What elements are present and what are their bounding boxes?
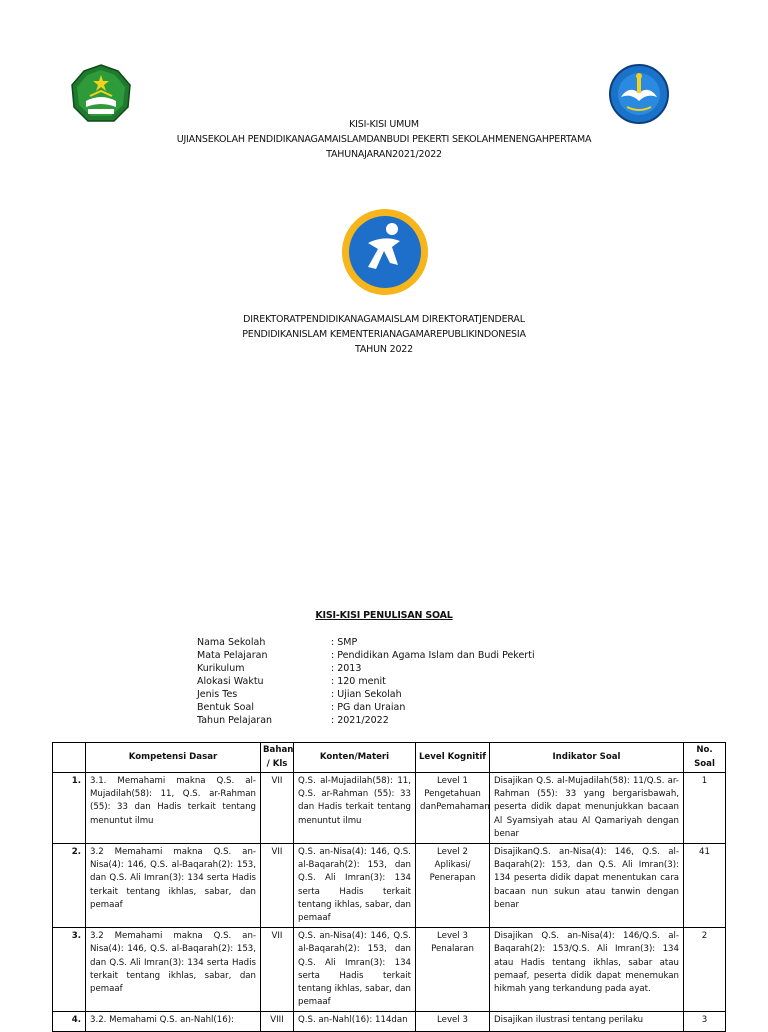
info-label: Jenis Tes (197, 689, 238, 700)
info-value: : SMP (331, 637, 358, 648)
indikator-cell: Disajikan Q.S. al-Mujadilah(58): 11/Q.S. ar-Rahman (55): 33 yang bergarisbawah, peserta didik dapat menunjukkan bacaan Al Syamsiyah atau Al Qamariyah dengan benar (490, 773, 684, 844)
info-value: : Pendidikan Agama Islam dan Budi Pekerti (331, 650, 535, 661)
konten-cell: Q.S. an-Nisa(4): 146, Q.S. al-Baqarah(2): 153, dan Q.S. Ali Imran(3): 134 serta Hadis terkait tentang ikhlas, sabar, dan pemaaf (294, 928, 416, 1012)
indikator-cell: Disajikan Q.S. an-Nisa(4): 146/Q.S. al-Baqarah(2): 153/Q.S. Ali Imran(3): 134 atau Hadis tentang ikhlas, sabar atau pemaaf, peserta didik dapat menemukan hikmah yang terkandung pada ayat. (490, 928, 684, 1012)
level-cell: Level 2 Aplikasi/ Penerapan (416, 844, 490, 928)
kompetensi-dasar-cell: 3.2 Memahami makna Q.S. an-Nisa(4): 146, Q.S. al-Baqarah(2): 153, dan Q.S. Ali Imran(3): 134 serta Hadis terkait tentang ikhlas, sabar, dan pemaaf (86, 844, 261, 928)
info-value: : Ujian Sekolah (331, 689, 402, 700)
info-row (197, 662, 535, 675)
kelas-cell: VIII (261, 1012, 294, 1032)
info-block (197, 636, 535, 727)
konten-cell: Q.S. al-Mujadilah(58): 11, Q.S. ar-Rahman (55): 33 dan Hadis terkait tentang menuntut ilmu (294, 773, 416, 844)
header-bahan-kls: Bahan / Kls (261, 743, 294, 773)
row-number: 1. (53, 773, 86, 844)
info-label: Bentuk Soal (197, 702, 254, 713)
info-value: : 2013 (331, 663, 362, 674)
directorate-year: TAHUN 2022 (355, 344, 413, 355)
kurikulum-2013-logo (340, 207, 430, 299)
header-title: KISI-KISI UMUM (349, 119, 419, 130)
header-year: TAHUNAJARAN2021/2022 (326, 149, 442, 160)
header-level-kognitif: Level Kognitif (416, 743, 490, 773)
kisi-table (52, 742, 726, 1032)
level-cell: Level 1 Pengetahuan danPemahaman (416, 773, 490, 844)
no-soal-cell: 41 (684, 844, 726, 928)
info-label: Tahun Pelajaran (197, 715, 273, 726)
info-value: : 120 menit (331, 676, 386, 687)
directorate-line2: PENDIDIKANISLAM KEMENTERIANAGAMAREPUBLIKINDONESIA (242, 329, 526, 340)
no-soal-cell: 2 (684, 928, 726, 1012)
indikator-cell: Disajikan ilustrasi tentang perilaku (490, 1012, 684, 1032)
table-row (53, 844, 726, 928)
tut-wuri-handayani-logo (607, 63, 671, 125)
row-number: 4. (53, 1012, 86, 1032)
konten-cell: Q.S. an-Nisa(4): 146, Q.S. al-Baqarah(2): 153, dan Q.S. Ali Imran(3): 134 serta Hadis terkait tentang ikhlas, sabar, dan pemaaf (294, 844, 416, 928)
kelas-cell: VII (261, 773, 294, 844)
info-row (197, 636, 535, 649)
row-number: 2. (53, 844, 86, 928)
header-konten-materi: Konten/Materi (294, 743, 416, 773)
directorate-line1: DIREKTORATPENDIDIKANAGAMAISLAM DIREKTORATJENDERAL (243, 314, 525, 325)
info-row (197, 714, 535, 727)
header-no-soal: No. Soal (684, 743, 726, 773)
kompetensi-dasar-cell: 3.2. Memahami Q.S. an-Nahl(16): (86, 1012, 261, 1032)
level-cell: Level 3 (416, 1012, 490, 1032)
header-num (53, 743, 86, 773)
table-row (53, 928, 726, 1012)
info-label: Kurikulum (197, 663, 245, 674)
header-indikator-soal: Indikator Soal (490, 743, 684, 773)
table-header-row (53, 743, 726, 773)
kelas-cell: VII (261, 844, 294, 928)
table-row (53, 1012, 726, 1032)
table-row (53, 773, 726, 844)
info-label: Nama Sekolah (197, 637, 266, 648)
no-soal-cell: 3 (684, 1012, 726, 1032)
info-label: Mata Pelajaran (197, 650, 268, 661)
header-subtitle: UJIANSEKOLAH PENDIDIKANAGAMAISLAMDANBUDI PEKERTI SEKOLAHMENENGAHPERTAMA (176, 134, 592, 145)
info-row (197, 701, 535, 714)
info-row (197, 675, 535, 688)
info-label: Alokasi Waktu (197, 676, 264, 687)
indikator-cell: DisajikanQ.S. an-Nisa(4): 146, Q.S. al-Baqarah(2): 153, dan Q.S. Ali Imran(3): 134 peserta didik dapat menentukan cara bacaan nun sukun atau tanwin dengan benar (490, 844, 684, 928)
no-soal-cell: 1 (684, 773, 726, 844)
info-row (197, 688, 535, 701)
section-title: KISI-KISI PENULISAN SOAL (315, 610, 453, 621)
kelas-cell: VII (261, 928, 294, 1012)
info-value: : 2021/2022 (331, 715, 389, 726)
level-cell: Level 3 Penalaran (416, 928, 490, 1012)
info-value: : PG dan Uraian (331, 702, 406, 713)
info-row (197, 649, 535, 662)
header-kompetensi-dasar: Kompetensi Dasar (86, 743, 261, 773)
row-number: 3. (53, 928, 86, 1012)
kompetensi-dasar-cell: 3.2 Memahami makna Q.S. an-Nisa(4): 146, Q.S. al-Baqarah(2): 153, dan Q.S. Ali Imran(3): 134 serta Hadis terkait tentang ikhlas, sabar, dan pemaaf (86, 928, 261, 1012)
konten-cell: Q.S. an-Nahl(16): 114dan (294, 1012, 416, 1032)
kompetensi-dasar-cell: 3.1. Memahami makna Q.S. al-Mujadilah(58): 11, Q.S. ar-Rahman (55): 33 dan Hadis terkait tentang menuntut ilmu (86, 773, 261, 844)
